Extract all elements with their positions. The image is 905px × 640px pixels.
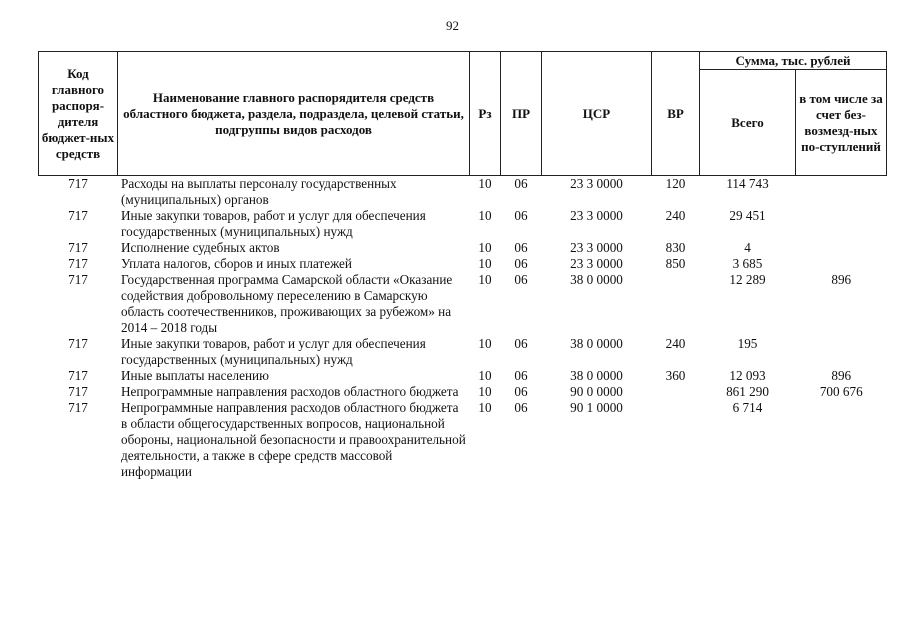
row-csr: 38 0 0000 <box>570 272 623 287</box>
header-rz: Рз <box>470 52 501 176</box>
row-pr: 06 <box>514 176 528 191</box>
row-vr: 850 <box>665 256 686 271</box>
header-name: Наименование главного распорядителя средств областного бюджета, раздела, подраздела, целевой статьи, подгруппы видов расходов <box>118 52 470 176</box>
row-grant <box>796 176 887 209</box>
row-grant <box>796 256 887 272</box>
row-vr: 240 <box>665 336 686 351</box>
row-name: Уплата налогов, сборов и иных платежей <box>121 256 352 271</box>
row-csr: 90 0 0000 <box>570 384 623 399</box>
page-number: 92 <box>446 18 459 33</box>
row-total: 114 743 <box>726 176 769 191</box>
row-pr: 06 <box>514 400 528 415</box>
row-total: 4 <box>744 240 751 255</box>
table-row <box>39 400 887 480</box>
table-row <box>39 240 887 256</box>
row-vr: 240 <box>665 208 686 223</box>
row-vr <box>652 272 700 336</box>
row-name: Непрограммные направления расходов областного бюджета <box>121 384 459 399</box>
table-row <box>39 256 887 272</box>
row-rz: 10 <box>478 400 492 415</box>
row-code: 717 <box>68 400 88 415</box>
row-total: 29 451 <box>729 208 766 223</box>
row-total: 6 714 <box>732 400 763 415</box>
row-pr: 06 <box>514 240 528 255</box>
row-pr: 06 <box>514 272 528 287</box>
row-code: 717 <box>68 256 88 271</box>
header-pr: ПР <box>501 52 542 176</box>
row-total: 12 093 <box>729 368 766 383</box>
row-pr: 06 <box>514 384 528 399</box>
row-vr <box>652 384 700 400</box>
row-grant: 700 676 <box>819 384 863 399</box>
row-csr: 23 3 0000 <box>570 176 623 191</box>
row-total: 861 290 <box>726 384 769 399</box>
table-row <box>39 384 887 400</box>
row-code: 717 <box>68 176 88 191</box>
table-row <box>39 336 887 368</box>
row-rz: 10 <box>478 176 492 191</box>
row-total: 195 <box>737 336 758 351</box>
row-csr: 23 3 0000 <box>570 208 623 223</box>
row-csr: 23 3 0000 <box>570 256 623 271</box>
row-rz: 10 <box>478 208 492 223</box>
row-pr: 06 <box>514 256 528 271</box>
row-total: 3 685 <box>732 256 763 271</box>
header-sum-group: Сумма, тыс. рублей <box>700 52 887 70</box>
row-name: Расходы на выплаты персоналу государственных (муниципальных) органов <box>121 176 397 207</box>
row-csr: 38 0 0000 <box>570 368 623 383</box>
row-rz: 10 <box>478 272 492 287</box>
row-code: 717 <box>68 208 88 223</box>
table-row <box>39 176 887 209</box>
table-row <box>39 368 887 384</box>
header-vr: ВР <box>652 52 700 176</box>
table-row <box>39 272 887 336</box>
row-grant <box>796 336 887 368</box>
row-pr: 06 <box>514 208 528 223</box>
row-grant <box>796 240 887 256</box>
header-code: Код главного распоря-дителя бюджет-ных средств <box>39 52 118 176</box>
table-header <box>39 52 887 176</box>
row-rz: 10 <box>478 368 492 383</box>
row-name: Исполнение судебных актов <box>121 240 280 255</box>
row-grant: 896 <box>831 272 852 287</box>
row-vr: 360 <box>665 368 686 383</box>
row-name: Иные выплаты населению <box>121 368 269 383</box>
row-name: Иные закупки товаров, работ и услуг для обеспечения государственных (муниципальных) нужд <box>121 336 426 367</box>
row-csr: 90 1 0000 <box>570 400 623 415</box>
row-name: Государственная программа Самарской области «Оказание содействия добровольному переселению в Самарскую область соотечественников, проживающих за рубежом» на 2014 – 2018 годы <box>121 272 453 335</box>
row-grant <box>796 208 887 240</box>
row-code: 717 <box>68 240 88 255</box>
row-grant <box>796 400 887 480</box>
row-code: 717 <box>68 272 88 287</box>
row-csr: 38 0 0000 <box>570 336 623 351</box>
row-code: 717 <box>68 336 88 351</box>
row-code: 717 <box>68 368 88 383</box>
row-rz: 10 <box>478 384 492 399</box>
row-code: 717 <box>68 384 88 399</box>
header-csr: ЦСР <box>542 52 652 176</box>
row-total: 12 289 <box>729 272 766 287</box>
budget-table <box>38 51 887 480</box>
row-grant: 896 <box>831 368 852 383</box>
row-pr: 06 <box>514 336 528 351</box>
row-rz: 10 <box>478 256 492 271</box>
table-body <box>39 176 887 481</box>
row-vr: 120 <box>665 176 686 191</box>
row-vr <box>652 400 700 480</box>
row-name: Иные закупки товаров, работ и услуг для обеспечения государственных (муниципальных) нужд <box>121 208 426 239</box>
row-rz: 10 <box>478 240 492 255</box>
row-csr: 23 3 0000 <box>570 240 623 255</box>
table-row <box>39 208 887 240</box>
header-grant: в том числе за счет без-возмезд-ных по-ступлений <box>796 70 887 176</box>
row-vr: 830 <box>665 240 686 255</box>
row-rz: 10 <box>478 336 492 351</box>
row-name: Непрограммные направления расходов областного бюджета в области общегосударственных вопросов, национальной обороны, национальной безопасности и правоохранительной деятельности, а также в сфере средств массовой информации <box>121 400 466 479</box>
row-pr: 06 <box>514 368 528 383</box>
header-total: Всего <box>700 70 796 176</box>
